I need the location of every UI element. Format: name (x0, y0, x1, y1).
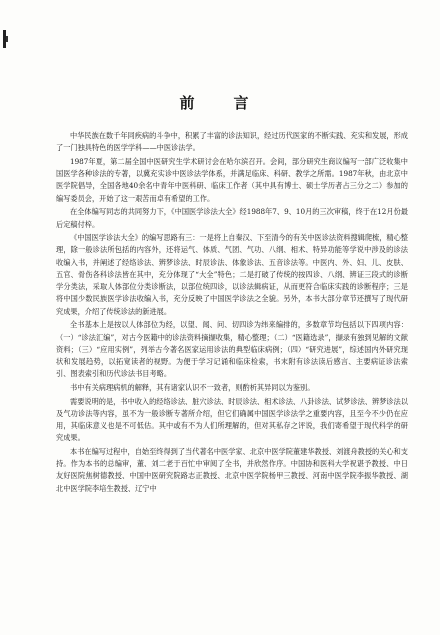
paragraph: 《中国医学诊法大全》的编写思路有三：一是将上自秦汉、下至清今的有关中医诊法资料搜辑爬梳，精心整理，除一般诊法所包括的内容外，还将运气、体质、气团、气功、八纲、相术、特异功能等学说中涉及的诊法收编入书，并阐述了经络诊法、辨梦诊法、时辰诊法、体象诊法、五音诊法等。中医内、外、妇、儿、皮肤、五官、骨伤各科诊法皆在其中，充分体现了“大全”特色；二是打破了传统的按四诊、八纲、辨证三段式的诊断学分类法，采取人体部位分类诊断法，以部位统四诊，以诊法辑病证，从而更符合临床实践的诊断程序；三是将中国少数民族医学诊法收编入书，充分反映了中国医学诊法之全貌。另外，本书大部分章节还撰写了现代研究成果，介绍了传统诊法的新进展。 (56, 233, 408, 316)
page-title: 前 言 (179, 94, 261, 112)
paragraph: 在全体编写同志的共同努力下，《中国医学诊法大全》经1988年7、9、10月的三次审稿，终于在12月份最后定稿付梓。 (56, 207, 408, 229)
paragraph: 需要说明的是，书中收入的经络诊法、脏穴诊法、时辰诊法、相术诊法、八卦诊法、试梦诊法、辨梦诊法以及气功诊法等内容，虽不为一般诊断专著所介绍，但它们确属中国医学诊法学之重要内容，且至今不少仍在应用，其临床意义也是不可低估。其中或有不为人们所理解的，但对其私存之评说，我们寄希望于现代科学的研究成果。 (56, 396, 408, 443)
paragraph: 全书基本上是按以人体部位为经，以望、闻、问、切四诊为纬来编排的，多数章节均包括以下四项内容：（一）“诊法汇编”，对古今医籍中的诊法资料摘撷收集，精心整理；（二）“医籍选录”，撷录有独到见解的文献资料；（三）“应用实例”，列举古今著名医家运用诊法的典型临床病例；（四）“研究进展”，综述国内外研究现状和发展趋势，以拓宽读者的视野。为便于学习记诵和临床检索，书末附有诊法读后感言、主要病证诊法索引、图表索引和历代诊法书目考略。 (56, 320, 408, 379)
scan-edge-mark-small (6, 36, 8, 42)
paragraph: 中华民族在数千年同疾病的斗争中，积累了丰富的诊法知识，经过历代医家的不断实践、充实和发展，形成了一门独具特色的医学学科——中医诊法学。 (56, 131, 408, 153)
paragraph: 书中有关病理病机的解释，其有诸家认识不一致者，则酌析其异同以为鉴别。 (70, 382, 315, 392)
preface-body (56, 130, 408, 496)
paragraph: 本书在编写过程中，自始至终得到了当代著名中医学家、北京中医学院董建华教授、刘渡舟教授的关心和支持。作为本书的总编审，董、刘二老于百忙中审阅了全书，并欣然作序。中国协和医科大学祝谌予教授、中日友好医院焦树德教授、中国中医研究院路志正教授、北京中医学院杨甲三教授、河南中医学院李振华教授、湖北中医学院李培生教授、辽宁中 (56, 446, 408, 493)
paragraph: 1987年夏，第二届全国中医研究生学术研讨会在哈尔滨召开。会间，部分研究生商议编写一部广泛收集中国医学各种诊法的专著，以冀充实诊中医诊法学体系，并满足临床、科研、教学之所需。1987年秋，由北京中医学院倡导，全国各地40余名中青年中医科研、临床工作者（其中具有博士、硕士学历者占三分之二）参加的编写委员会，开始了这一艰苦而卓有希望的工作。 (56, 156, 408, 203)
